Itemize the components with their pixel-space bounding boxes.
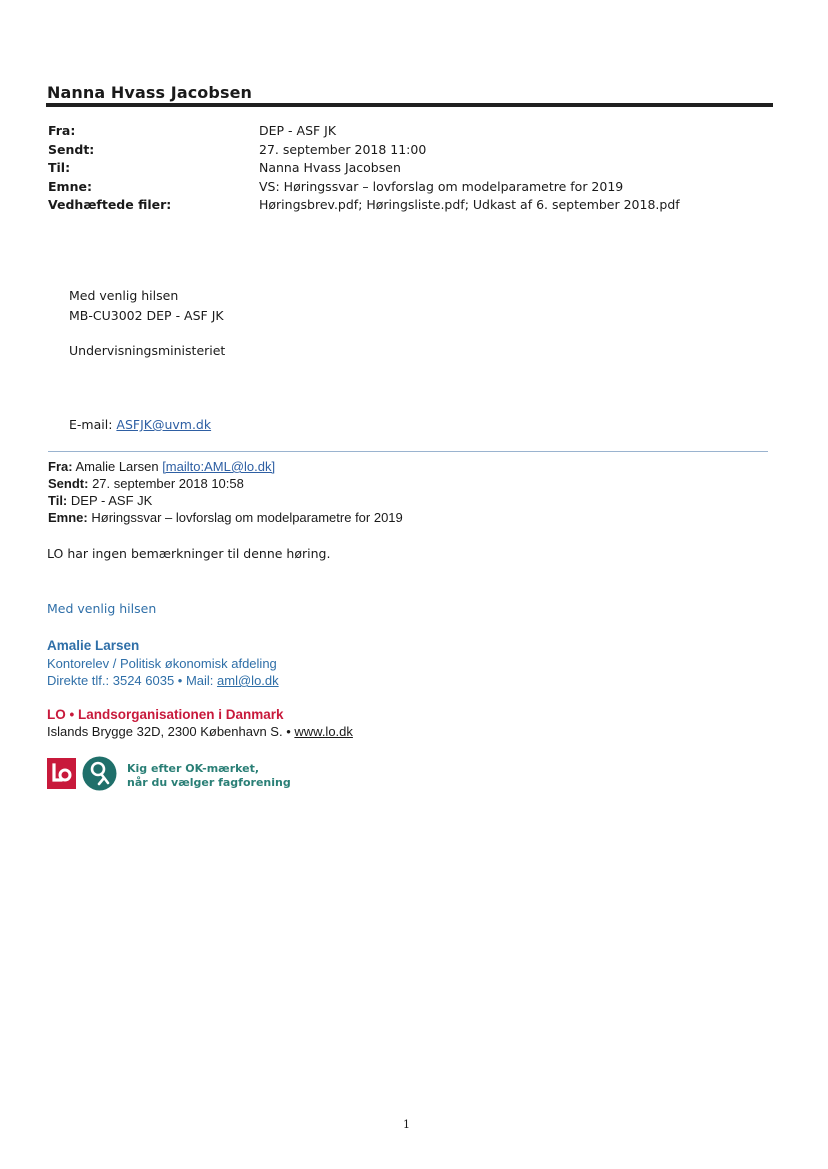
fwd-signature-name: Amalie Larsen <box>47 638 140 653</box>
forward-divider <box>48 451 768 452</box>
header-label-from: Fra: <box>48 123 76 138</box>
header-label-sent: Sendt: <box>48 142 95 157</box>
fwd-subject-line <box>48 510 403 525</box>
header-value-sent: 27. september 2018 11:00 <box>259 142 427 157</box>
fwd-from-mailto-link[interactable]: [mailto:AML@lo.dk] <box>162 459 276 474</box>
header-value-from: DEP - ASF JK <box>259 123 337 138</box>
fwd-body-text: LO har ingen bemærkninger til denne høring. <box>47 546 331 561</box>
fwd-sent-label: Sendt: <box>48 476 89 491</box>
fwd-subject-label: Emne: <box>48 510 88 525</box>
page-number: 1 <box>403 1118 410 1131</box>
fwd-address: Islands Brygge 32D, 2300 København S. • <box>47 724 295 739</box>
fwd-mail-link[interactable]: aml@lo.dk <box>217 673 279 688</box>
fwd-from-label: Fra: <box>48 459 73 474</box>
signature-sender: MB-CU3002 DEP - ASF JK <box>69 308 224 323</box>
signature-email-line <box>69 417 211 432</box>
fwd-sent-value: 27. september 2018 10:58 <box>92 476 244 491</box>
fwd-from-value: Amalie Larsen <box>75 459 163 474</box>
fwd-signature-contact <box>47 673 279 688</box>
fwd-signature-title: Kontorelev / Politisk økonomisk afdeling <box>47 656 277 671</box>
header-label-to: Til: <box>48 160 71 175</box>
fwd-to-value: DEP - ASF JK <box>70 493 153 508</box>
header-label-attachments: Vedhæftede filer: <box>48 197 172 212</box>
signature-greeting: Med venlig hilsen <box>69 288 179 303</box>
ok-slogan-line2: når du vælger fagforening <box>127 776 291 789</box>
signature-email-link[interactable]: ASFJK@uvm.dk <box>116 417 212 432</box>
fwd-org-name: LO • Landsorganisationen i Danmark <box>47 707 284 722</box>
signature-email-label: E-mail: <box>69 417 117 432</box>
fwd-address-line <box>47 724 353 739</box>
lo-logo <box>47 758 76 789</box>
header-rule <box>46 103 773 107</box>
owner-name: Nanna Hvass Jacobsen <box>47 83 253 102</box>
header-label-subject: Emne: <box>48 179 92 194</box>
fwd-subject-value: Høringssvar – lovforslag om modelparametre for 2019 <box>91 510 403 525</box>
fwd-greeting: Med venlig hilsen <box>47 601 157 616</box>
fwd-sent-line <box>48 476 244 491</box>
signature-ministry: Undervisningsministeriet <box>69 343 226 358</box>
ok-slogan-line1: Kig efter OK-mærket, <box>127 762 260 775</box>
fwd-to-line <box>48 493 152 508</box>
fwd-web-link[interactable]: www.lo.dk <box>294 724 353 739</box>
header-value-subject: VS: Høringssvar – lovforslag om modelparametre for 2019 <box>259 179 624 194</box>
fwd-to-label: Til: <box>48 493 68 508</box>
header-value-attachments: Høringsbrev.pdf; Høringsliste.pdf; Udkast af 6. september 2018.pdf <box>259 197 680 212</box>
fwd-phone-text: Direkte tlf.: 3524 6035 • Mail: <box>47 673 218 688</box>
fwd-from-line <box>48 459 275 474</box>
header-value-to: Nanna Hvass Jacobsen <box>259 160 401 175</box>
ok-mark-logo <box>82 756 117 791</box>
